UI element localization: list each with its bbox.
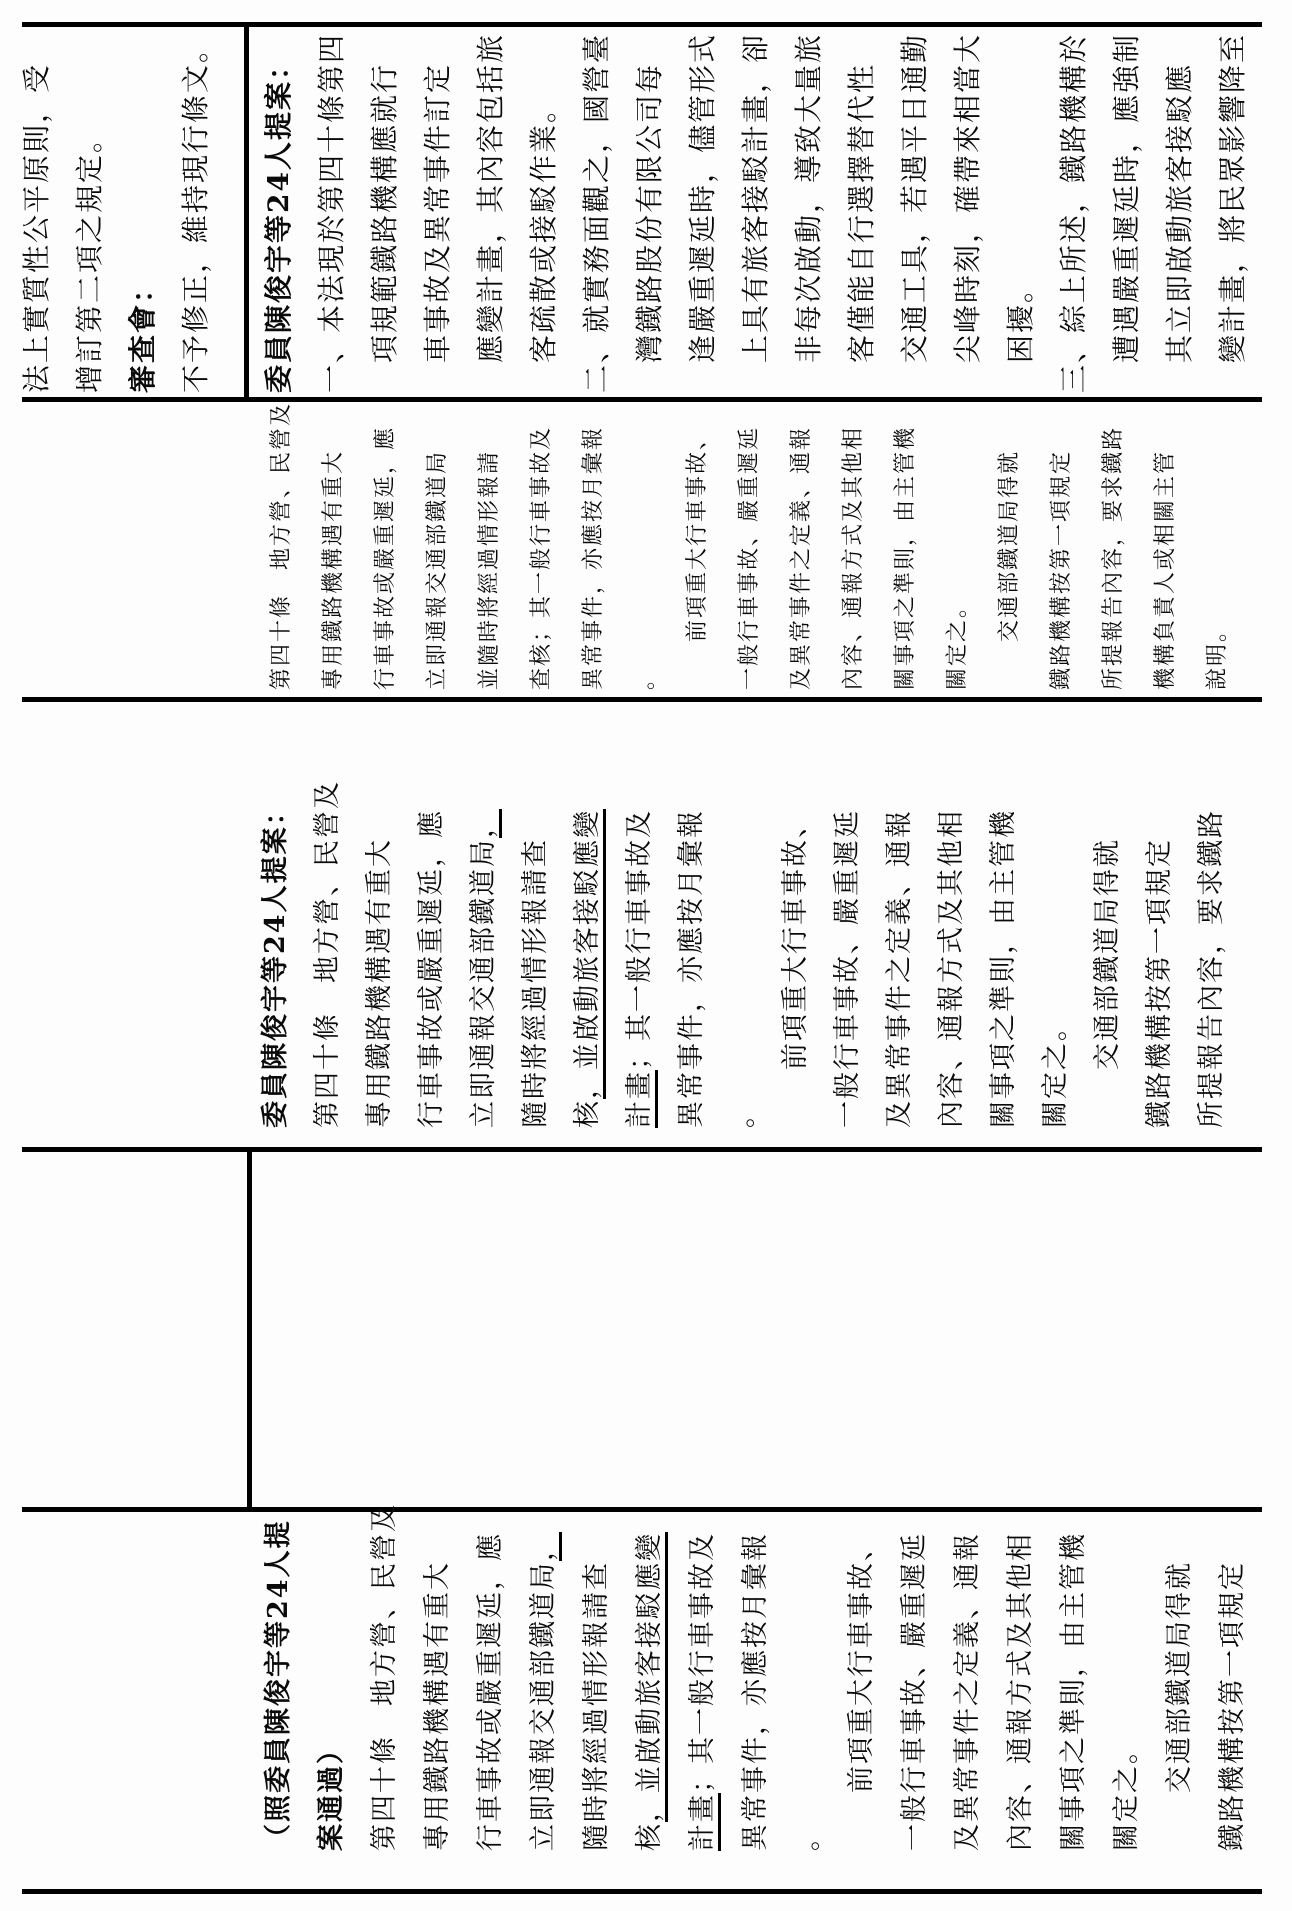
text-segment: 一般行車事故、嚴重遲延 xyxy=(737,425,762,690)
text-line xyxy=(666,786,718,1128)
text-line xyxy=(358,27,411,393)
text-line xyxy=(458,786,510,1128)
text-line xyxy=(614,786,666,1128)
text-line xyxy=(406,786,458,1128)
text-segment: 核 xyxy=(634,1822,665,1851)
amended-text-segment: ， xyxy=(468,809,502,838)
text-line xyxy=(941,1507,994,1851)
text-segment: 並隨時將經過情形報請 xyxy=(477,449,502,690)
text-segment: 異常事件，亦應按月彙報 xyxy=(740,1532,771,1851)
text-segment: 客僅能自行選擇替代性 xyxy=(845,62,878,393)
text-line xyxy=(252,1507,305,1851)
column-border-proposal xyxy=(22,1147,1262,1152)
text-segment: 查核；其一般行車事故及 xyxy=(529,425,554,690)
text-line xyxy=(770,786,822,1128)
text-segment: 第四十條 地方營、民營及 xyxy=(312,780,343,1128)
text-line xyxy=(623,1507,676,1851)
text-segment: 內容、通報方式及其他相 xyxy=(1005,1532,1036,1851)
text-segment: 行車事故或嚴重遲延，應 xyxy=(416,809,447,1128)
text-segment: 灣鐵路股份有限公司每 xyxy=(633,62,666,393)
text-line xyxy=(1153,27,1206,393)
text-segment: 遭遇嚴重遲延時，應強制 xyxy=(1110,32,1143,393)
text-line xyxy=(932,404,984,690)
explanation-column-previous-cell xyxy=(10,29,222,393)
text-line xyxy=(570,27,623,393)
text-line xyxy=(464,404,516,690)
text-segment: 說明。 xyxy=(1205,617,1230,690)
text-line xyxy=(305,27,358,393)
text-segment: 鐵路機構按第一項規定 xyxy=(1217,1561,1248,1851)
text-segment: 審查會： xyxy=(126,272,159,393)
text-line xyxy=(305,1507,358,1851)
text-segment: 應變計畫，其內容包括旅 xyxy=(474,32,507,393)
text-line xyxy=(411,27,464,393)
text-line xyxy=(729,27,782,393)
text-line xyxy=(888,27,941,393)
text-line xyxy=(1153,1507,1206,1851)
text-line xyxy=(835,1507,888,1851)
text-line xyxy=(354,786,406,1128)
text-segment: 及異常事件之定義、通報 xyxy=(884,809,915,1128)
text-line xyxy=(1036,404,1088,690)
text-line xyxy=(941,27,994,393)
text-segment: 隨時將經過情形報請查 xyxy=(581,1561,612,1851)
text-segment: 立即通報交通部鐵道局 xyxy=(425,449,450,690)
text-segment: 立即通報交通部鐵道局 xyxy=(528,1561,559,1851)
text-line xyxy=(1140,404,1192,690)
text-segment: 其立即啟動旅客接駁應 xyxy=(1163,62,1196,393)
text-segment: 關事項之準則，由主管機 xyxy=(1058,1532,1089,1851)
text-line xyxy=(1047,1507,1100,1851)
explanation-column xyxy=(252,27,1259,393)
amended-text-segment: ，並啟動旅客接駁應變 xyxy=(572,809,606,1099)
text-segment: 所提報告內容，要求鐵路 xyxy=(1196,809,1227,1128)
text-line xyxy=(360,404,412,690)
text-line xyxy=(358,1503,411,1851)
text-line xyxy=(984,404,1036,690)
row-border-empty-cell xyxy=(247,1147,252,1512)
text-segment: 委員陳俊宇等24人提案： xyxy=(260,796,291,1128)
text-segment: 一般行車事故、嚴重遲延 xyxy=(832,809,863,1128)
text-segment: 變計畫，將民眾影響降至 xyxy=(1216,32,1249,393)
text-line xyxy=(412,404,464,690)
text-line xyxy=(776,404,828,690)
text-line xyxy=(676,27,729,393)
text-segment: 。 xyxy=(793,1822,824,1851)
text-segment: 法上實質性公平原則，受 xyxy=(20,62,53,393)
text-segment: 一、本法現於第四十條第四 xyxy=(315,32,348,393)
text-segment: 行車事故或嚴重遲延，應 xyxy=(475,1532,506,1851)
text-line xyxy=(724,404,776,690)
text-line xyxy=(1100,1507,1153,1851)
text-line xyxy=(729,1507,782,1851)
text-line xyxy=(517,1507,570,1851)
text-segment: 關事項之準則，由主管機 xyxy=(893,425,918,690)
text-line xyxy=(464,27,517,393)
text-segment: 前項重大行車事故、 xyxy=(846,1532,877,1851)
text-segment: 立即通報交通部鐵道局 xyxy=(468,838,499,1128)
text-line xyxy=(510,786,562,1128)
text-segment: 一般行車事故、嚴重遲延 xyxy=(899,1532,930,1851)
text-line xyxy=(302,780,354,1128)
text-segment: 核 xyxy=(572,1099,603,1128)
table-outer-border-left xyxy=(22,1889,1262,1894)
text-segment: 交通部鐵道局得就 xyxy=(1092,838,1123,1128)
text-line xyxy=(411,1507,464,1851)
text-line xyxy=(256,401,308,690)
text-segment: 交通部鐵道局得就 xyxy=(997,449,1022,690)
text-line xyxy=(782,1507,835,1851)
text-segment: 逢嚴重遲延時，儘管形式 xyxy=(686,32,719,393)
text-line xyxy=(926,786,978,1128)
text-segment: 內容、通報方式及其他相 xyxy=(936,809,967,1128)
text-segment: 委員陳俊宇等24人提案： xyxy=(262,50,295,393)
text-line xyxy=(623,27,676,393)
text-line xyxy=(1134,786,1186,1128)
text-line xyxy=(308,404,360,690)
text-segment: 鐵路機構按第一項規定 xyxy=(1144,838,1175,1128)
text-segment: 隨時將經過情形報請查 xyxy=(520,838,551,1128)
text-line xyxy=(782,27,835,393)
text-segment: 第四十條 地方營、民營及 xyxy=(269,401,294,690)
text-segment: 。 xyxy=(633,665,658,690)
text-segment: 異常事件，亦應按月彙報 xyxy=(581,425,606,690)
amended-text-segment: 計畫 xyxy=(624,1070,658,1128)
text-line xyxy=(517,27,570,393)
text-line xyxy=(1206,27,1259,393)
text-line xyxy=(250,786,302,1128)
text-segment: 機構負責人或相關主管 xyxy=(1153,449,1178,690)
text-line xyxy=(116,29,169,393)
text-segment: 尖峰時刻，確帶來相當大 xyxy=(951,32,984,393)
text-segment: 交通工具，若遇平日通勤 xyxy=(898,32,931,393)
text-line xyxy=(880,404,932,690)
text-segment: 鐵路機構按第一項規定 xyxy=(1049,449,1074,690)
text-segment: 增訂第二項之規定。 xyxy=(73,122,106,393)
text-line xyxy=(1047,27,1100,393)
text-segment: 內容、通報方式及其他相 xyxy=(841,425,866,690)
text-line xyxy=(1186,786,1238,1128)
text-segment: 關定之。 xyxy=(1111,1735,1142,1851)
column-border-current-law xyxy=(22,697,1262,702)
text-segment: 專用鐵路機構遇有重大 xyxy=(422,1561,453,1851)
text-line xyxy=(1088,404,1140,690)
text-segment: ；其一般行車事故及 xyxy=(624,809,655,1070)
text-segment: （照委員陳俊宇等24人提 xyxy=(263,1519,294,1851)
text-line xyxy=(464,1507,517,1851)
text-segment: 關定之。 xyxy=(945,593,970,690)
text-line xyxy=(718,786,770,1128)
text-line xyxy=(63,29,116,393)
text-segment: 異常事件，亦應按月彙報 xyxy=(676,809,707,1128)
text-segment: 及異常事件之定義、通報 xyxy=(789,425,814,690)
text-segment: 第四十條 地方營、民營及 xyxy=(369,1503,400,1851)
text-line xyxy=(1030,786,1082,1128)
text-segment: 二、就實務面觀之，國營臺 xyxy=(580,32,613,393)
text-segment: 所提報告內容，要求鐵路 xyxy=(1101,425,1126,690)
amended-text-segment: ，並啟動旅客接駁應變 xyxy=(634,1532,668,1822)
text-line xyxy=(835,27,888,393)
text-segment: 交通部鐵道局得就 xyxy=(1164,1561,1195,1851)
current-law-column xyxy=(256,401,1244,690)
text-segment: 專用鐵路機構遇有重大 xyxy=(321,449,346,690)
text-line xyxy=(676,1507,729,1851)
text-line xyxy=(568,404,620,690)
text-line xyxy=(1206,1507,1259,1851)
text-segment: 關定之。 xyxy=(1040,1012,1071,1128)
text-segment: 客疏散或接駁作業。 xyxy=(527,92,560,393)
text-line xyxy=(828,404,880,690)
text-segment: 上具有旅客接駁計畫，卻 xyxy=(739,32,772,393)
text-segment: 項規範鐵路機構應就行 xyxy=(368,62,401,393)
approved-column xyxy=(252,1503,1259,1851)
text-line xyxy=(1192,404,1244,690)
text-segment: 三、綜上所述，鐵路機構於 xyxy=(1057,32,1090,393)
text-line xyxy=(169,29,222,393)
text-line xyxy=(1100,27,1153,393)
text-line xyxy=(562,786,614,1128)
text-line xyxy=(1082,786,1134,1128)
text-line xyxy=(994,1507,1047,1851)
text-segment: 非每次啟動，導致大量旅 xyxy=(792,32,825,393)
text-line xyxy=(620,404,672,690)
text-line xyxy=(672,404,724,690)
text-line xyxy=(516,404,568,690)
text-line xyxy=(822,786,874,1128)
text-line xyxy=(994,27,1047,393)
text-segment: 車事故及異常事件訂定 xyxy=(421,62,454,393)
text-segment: 專用鐵路機構遇有重大 xyxy=(364,838,395,1128)
text-segment: 及異常事件之定義、通報 xyxy=(952,1532,983,1851)
column-border-explanation xyxy=(22,397,1262,402)
text-line xyxy=(874,786,926,1128)
text-segment: ；其一般行車事故及 xyxy=(687,1532,718,1793)
text-line xyxy=(570,1507,623,1851)
amended-text-segment: ， xyxy=(528,1532,562,1561)
row-border-explanation-cell xyxy=(244,22,249,402)
proposal-column xyxy=(250,780,1238,1128)
text-segment: 前項重大行車事故、 xyxy=(780,809,811,1128)
text-line xyxy=(978,786,1030,1128)
text-segment: 。 xyxy=(728,1099,759,1128)
text-segment: 困擾。 xyxy=(1004,272,1037,393)
text-line xyxy=(252,27,305,393)
text-line xyxy=(888,1507,941,1851)
text-segment: 前項重大行車事故、 xyxy=(685,425,710,690)
text-segment: 不予修正，維持現行條文。 xyxy=(179,32,212,393)
text-segment: 關事項之準則，由主管機 xyxy=(988,809,1019,1128)
text-line xyxy=(10,29,63,393)
text-segment: 行車事故或嚴重遲延，應 xyxy=(373,425,398,690)
amended-text-segment: 計畫 xyxy=(687,1793,721,1851)
text-segment: 案通過） xyxy=(316,1735,347,1851)
